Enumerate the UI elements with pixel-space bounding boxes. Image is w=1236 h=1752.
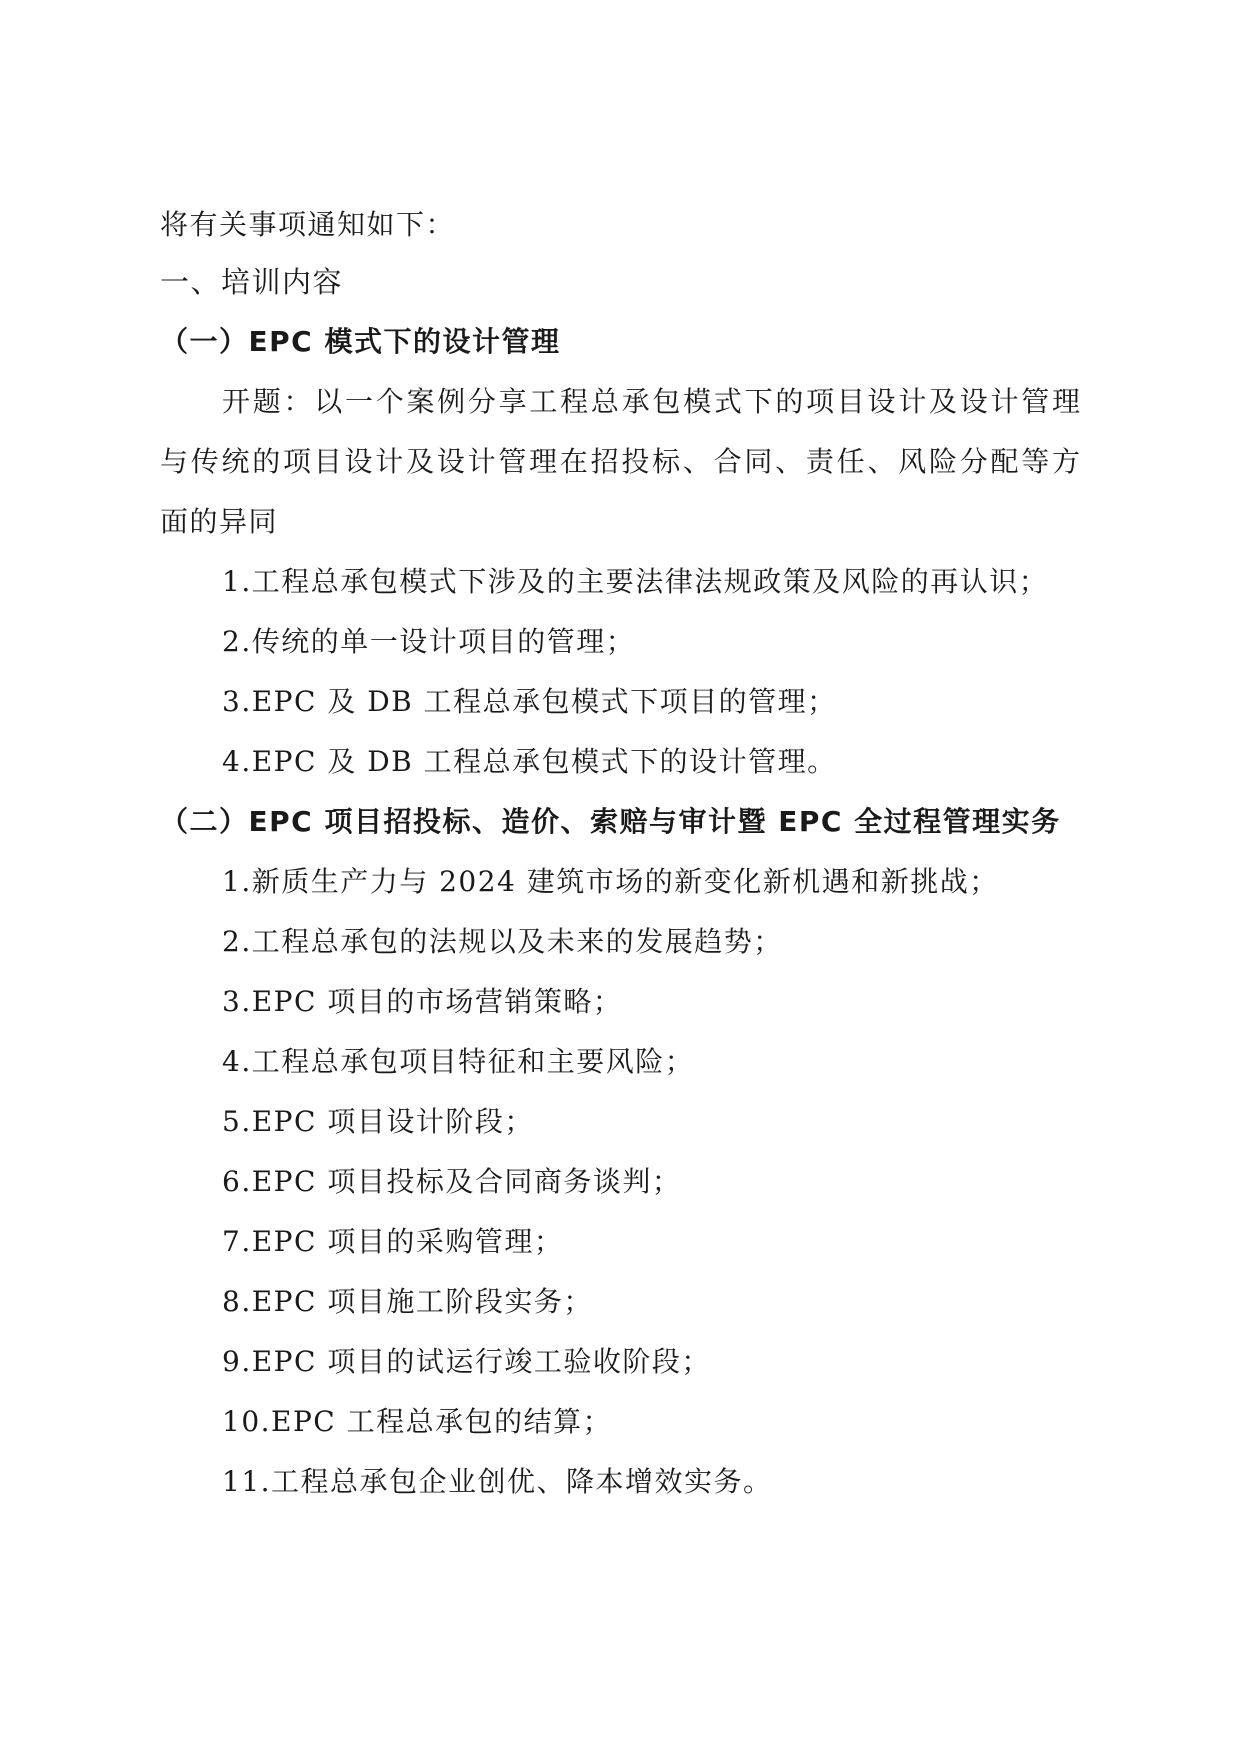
- list-item: 6.EPC 项目投标及合同商务谈判；: [222, 1165, 682, 1198]
- intro-text: 将有关事项通知如下：: [160, 208, 456, 241]
- list-item: 1.新质生产力与 2024 建筑市场的新变化新机遇和新挑战；: [222, 865, 999, 898]
- list-item: 3.EPC 及 DB 工程总承包模式下项目的管理；: [222, 685, 837, 718]
- list-item: 5.EPC 项目设计阶段；: [222, 1105, 534, 1138]
- list-item: 8.EPC 项目施工阶段实务；: [222, 1285, 593, 1318]
- list-item: 4.工程总承包项目特征和主要风险；: [222, 1045, 695, 1078]
- list-item: 1.工程总承包模式下涉及的主要法律法规政策及风险的再认识；: [222, 565, 1049, 598]
- subsection-heading-epc-practice: （二）EPC 项目招投标、造价、索赔与审计暨 EPC 全过程管理实务: [160, 805, 1061, 838]
- list-item: 3.EPC 项目的市场营销策略；: [222, 985, 623, 1018]
- list-item: 7.EPC 项目的采购管理；: [222, 1225, 564, 1258]
- list-item: 2.工程总承包的法规以及未来的发展趋势；: [222, 925, 783, 958]
- section-heading-training-content: 一、培训内容: [160, 265, 344, 299]
- list-item: 11.工程总承包企业创优、降本增效实务。: [222, 1465, 773, 1498]
- list-item: 10.EPC 工程总承包的结算；: [222, 1405, 613, 1438]
- subsection-heading-design-management: （一）EPC 模式下的设计管理: [160, 325, 561, 358]
- opening-paragraph-line-1: 开题：以一个案例分享工程总承包模式下的项目设计及设计管理: [222, 385, 1082, 418]
- list-item: 9.EPC 项目的试运行竣工验收阶段；: [222, 1345, 711, 1378]
- list-item: 4.EPC 及 DB 工程总承包模式下的设计管理。: [222, 745, 837, 778]
- list-item: 2.传统的单一设计项目的管理；: [222, 625, 636, 658]
- opening-paragraph-line-3: 面的异同: [160, 505, 279, 538]
- opening-paragraph-line-2: 与传统的项目设计及设计管理在招投标、合同、责任、风险分配等方: [160, 445, 1082, 478]
